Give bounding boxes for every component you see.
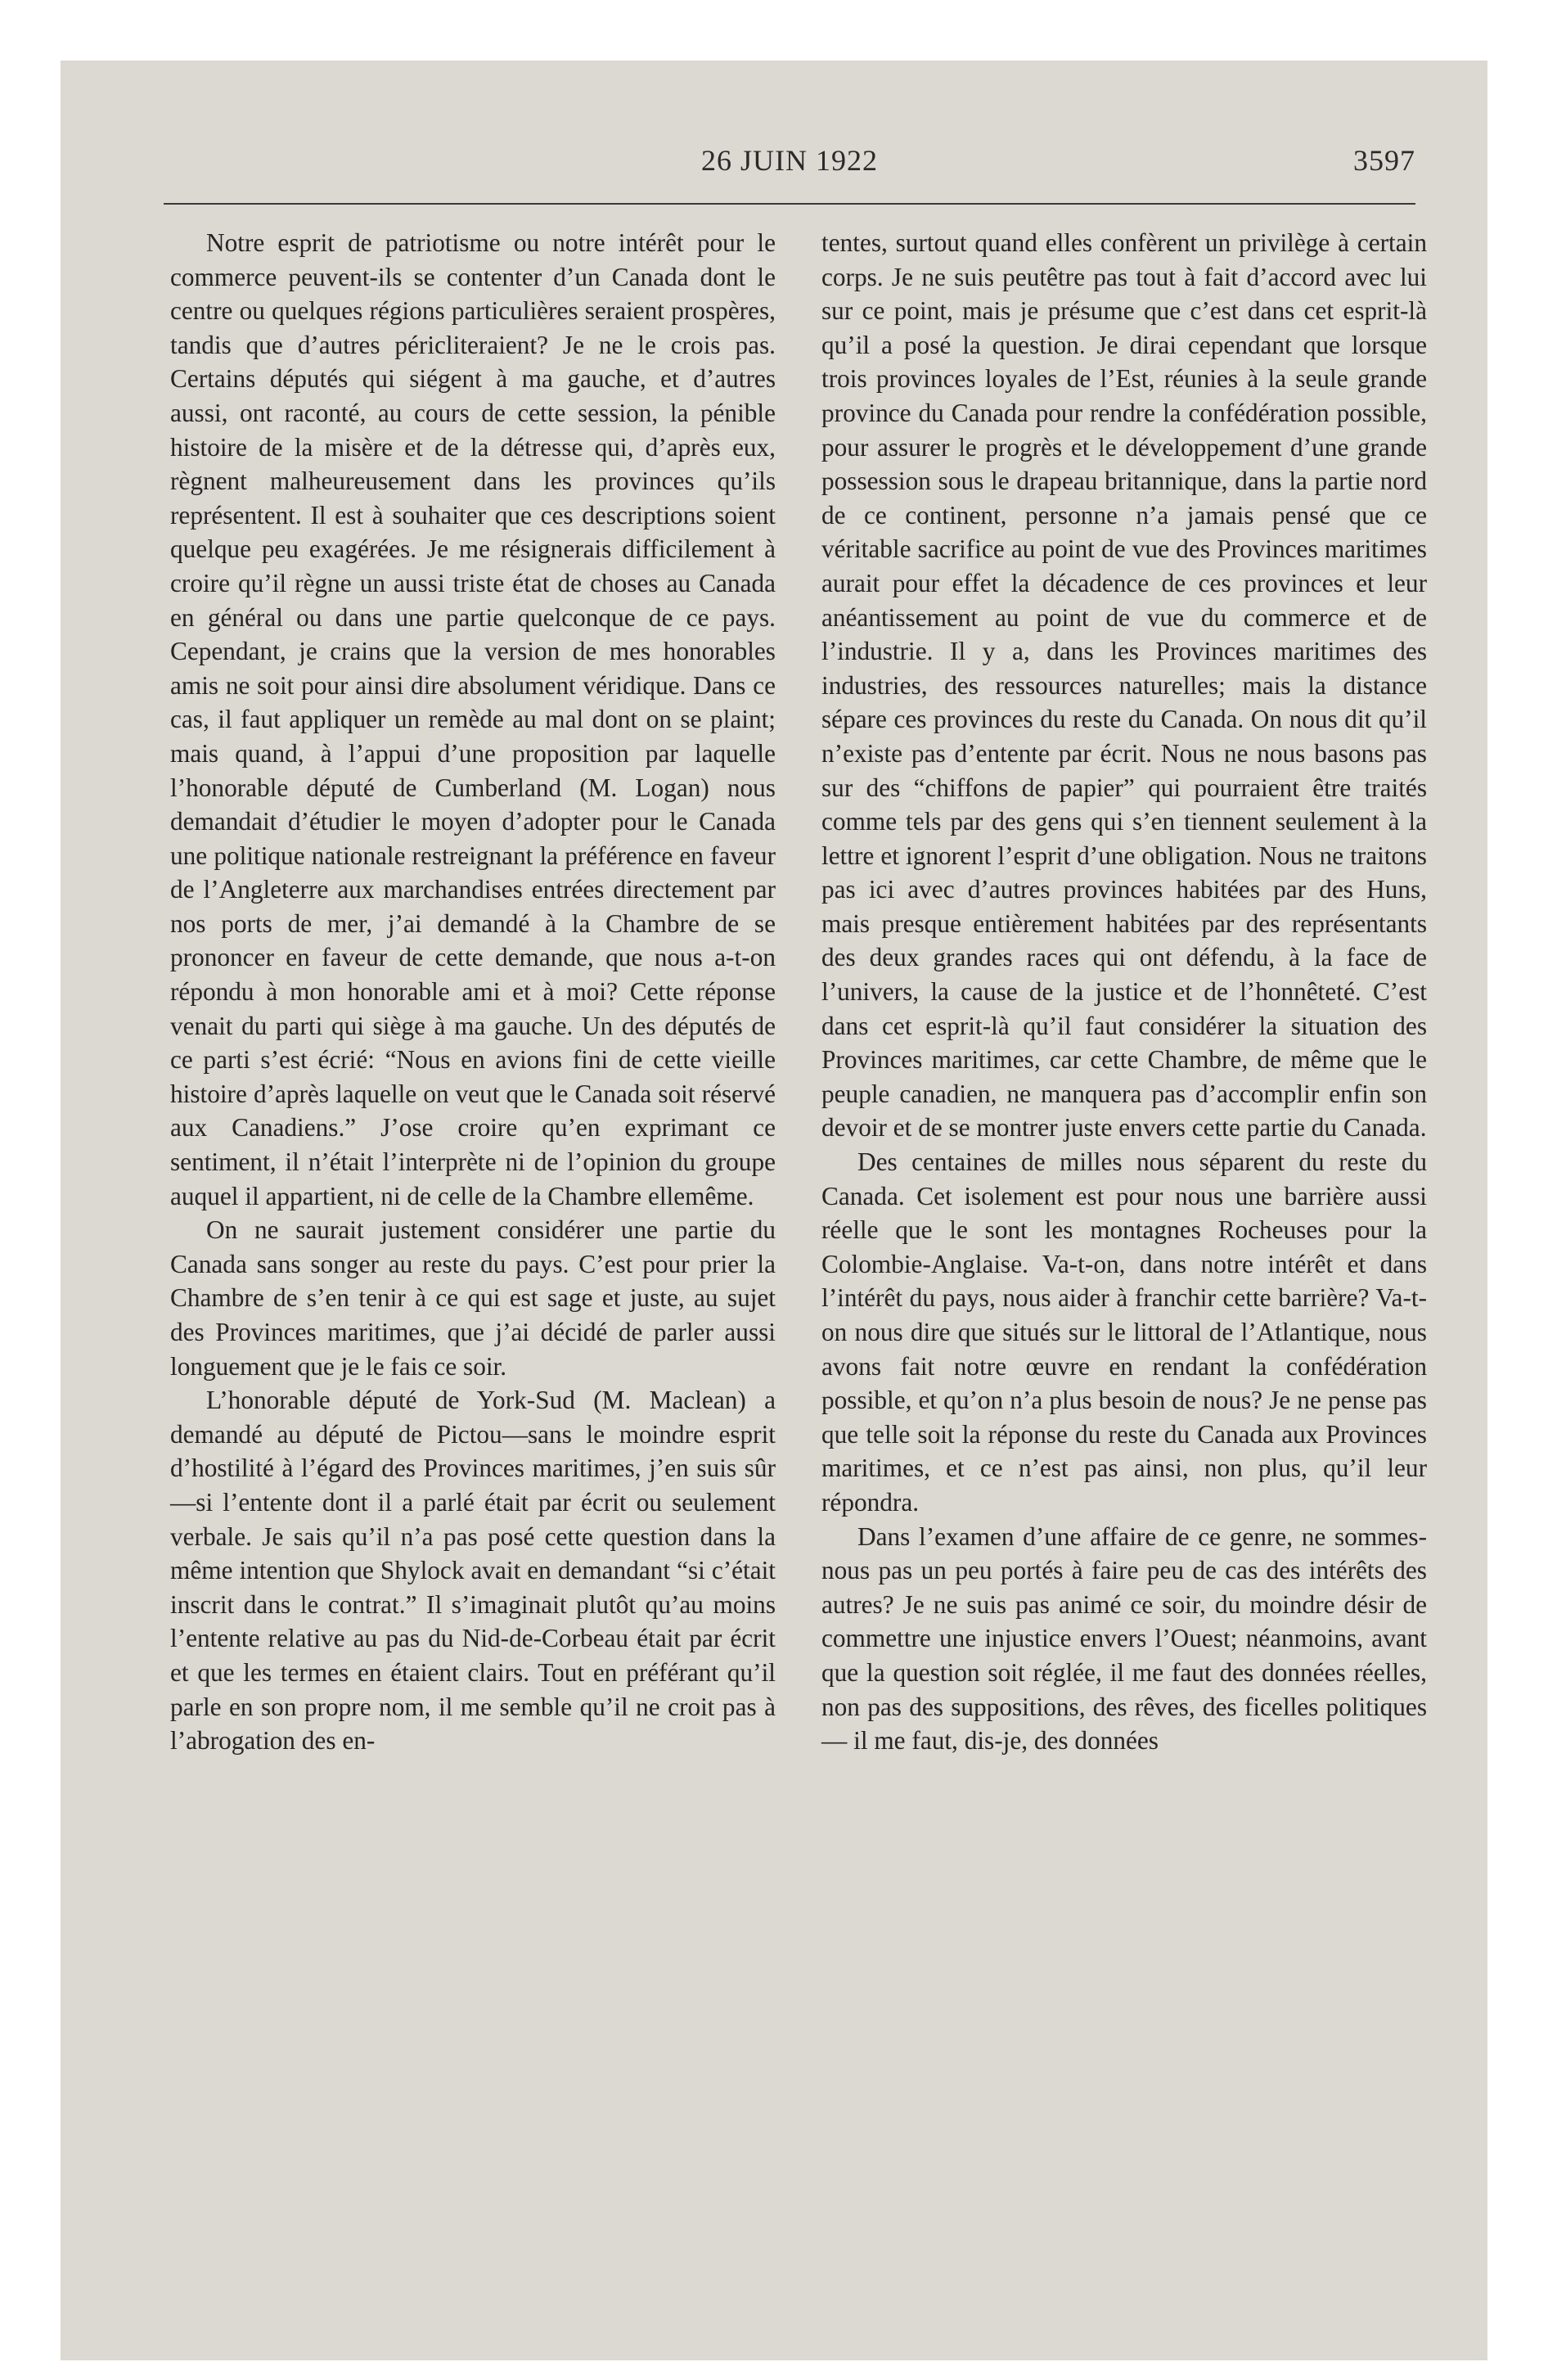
paragraph: On ne saurait justement considérer une partie du Canada sans songer au reste du pays. C’est pour prier la Chambre de s’en tenir à ce qui est sage et juste, au sujet des Provinces maritimes, que j’ai décidé de parler aussi longuement que je le fais ce soir. <box>170 1215 776 1381</box>
paragraph: Des centaines de milles nous séparent du reste du Canada. Cet isolement est pour nous une barrière aussi réelle que le sont les montagnes Rocheuses pour la Colombie-Anglaise. Va-t-on, dans notre intérêt et dans l’intérêt du pays, nous aider à franchir cette barrière? Va-t-on nous dire que situés sur le littoral de l’Atlantique, nous avons fait notre œuvre en rendant la confédération possible, et qu’on n’a plus besoin de nous? Je ne pense pas que telle soit la réponse du reste du Canada aux Provinces maritimes, et ce n’est pas ainsi, non plus, qu’il leur répondra. <box>821 1147 1427 1517</box>
paragraph: Dans l’examen d’une affaire de ce genre, ne sommes-nous pas un peu portés à faire peu de cas des intérêts des autres? Je ne suis pas animé ce soir, du moindre désir de commettre une injustice envers l’Ouest; néanmoins, avant que la question soit réglée, il me faut des données réelles, non pas des suppositions, des rêves, des ficelles politiques — il me faut, dis-je, des données <box>821 1521 1427 1756</box>
right-column <box>821 226 1427 1758</box>
header-date: 26 JUIN 1922 <box>701 144 878 177</box>
paragraph: L’honorable député de York-Sud (M. Maclean) a demandé au député de Pictou—sans le moindre esprit d’hostilité à l’égard des Provinces maritimes, j’en suis sûr—si l’entente dont il a parlé était par écrit ou seulement verbale. Je sais qu’il n’a pas posé cette question dans la même intention que Shylock avait en demandant “si c’était inscrit dans le contrat.” Il s’imaginait plutôt qu’au moins l’entente relative au pas du Nid-de-Corbeau était par écrit et que les termes en étaient clairs. Tout en préférant qu’il parle en son propre nom, il me semble qu’il ne croit pas à l’abrogation des en- <box>170 1386 776 1756</box>
paragraph-continued: tentes, surtout quand elles confèrent un privilège à certain corps. Je ne suis peutêtre pas tout à fait d’accord avec lui sur ce point, mais je présume que c’est dans cet esprit-là qu’il a posé la question. Je dirai cependant que lorsque trois provinces loyales de l’Est, réunies à la seule grande province du Canada pour rendre la confédération possible, pour assurer le progrès et le développement d’une grande possession sous le drapeau britannique, dans la partie nord de ce continent, personne n’a jamais pensé que ce véritable sacrifice au point de vue des Provinces maritimes aurait pour effet la décadence de ces provinces et leur anéantissement au point de vue du commerce et de l’industrie. Il y a, dans les Provinces maritimes des industries, des ressources naturelles; mais la distance sépare ces provinces du reste du Canada. On nous dit qu’il n’existe pas d’entente par écrit. Nous ne nous basons pas sur des “chiffons de papier” qui pourraient être traités comme tels par des gens qui s’en tiennent seulement à la lettre et ignorent l’esprit d’une obligation. Nous ne traitons pas ici avec d’autres provinces habitées par des Huns, mais presque entièrement habitées par des représentants des deux grandes races qui ont défendu, à la face de l’univers, la cause de la justice et de l’honnêteté. C’est dans cet esprit-là qu’il faut considérer la situation des Provinces maritimes, car cette Chambre, de même que le peuple canadien, ne manquera pas d’accomplir enfin son devoir et de se montrer juste envers cette partie du Canada. <box>821 228 1427 1143</box>
header-rule <box>164 203 1415 205</box>
paragraph: Notre esprit de patriotisme ou notre intérêt pour le commerce peuvent-ils se contenter d’un Canada dont le centre ou quelques régions particulières seraient prospères, tandis que d’autres péricliteraient? Je ne le crois pas. Certains députés qui siégent à ma gauche, et d’autres aussi, ont raconté, au cours de cette session, la pénible histoire de la misère et de la détresse qui, d’après eux, règnent malheureusement dans les provinces qu’ils représentent. Il est à souhaiter que ces descriptions soient quelque peu exagérées. Je me résignerais difficilement à croire qu’il règne un aussi triste état de choses au Canada en général ou dans une partie quelconque de ce pays. Cependant, je crains que la version de mes honorables amis ne soit pour ainsi dire absolument véridique. Dans ce cas, il faut appliquer un remède au mal dont on se plaint; mais quand, à l’appui d’une proposition par laquelle l’honorable député de Cumberland (M. Logan) nous demandait d’étudier le moyen d’adopter pour le Canada une politique nationale restreignant la préférence en faveur de l’Angleterre aux marchandises entrées directement par nos ports de mer, j’ai demandé à la Chambre de se prononcer en faveur de cette demande, que nous a-t-on répondu à mon honorable ami et à moi? Cette réponse venait du parti qui siège à ma gauche. Un des députés de ce parti s’est écrié: “Nous en avions fini de cette vieille histoire d’après laquelle on veut que le Canada soit réservé aux Canadiens.” J’ose croire qu’en exprimant ce sentiment, il n’était l’interprète ni de l’opinion du groupe auquel il appartient, ni de celle de la Chambre ellemême. <box>170 228 776 1210</box>
page-number: 3597 <box>1353 144 1415 177</box>
left-column <box>170 226 776 1758</box>
page-header <box>164 143 1415 184</box>
